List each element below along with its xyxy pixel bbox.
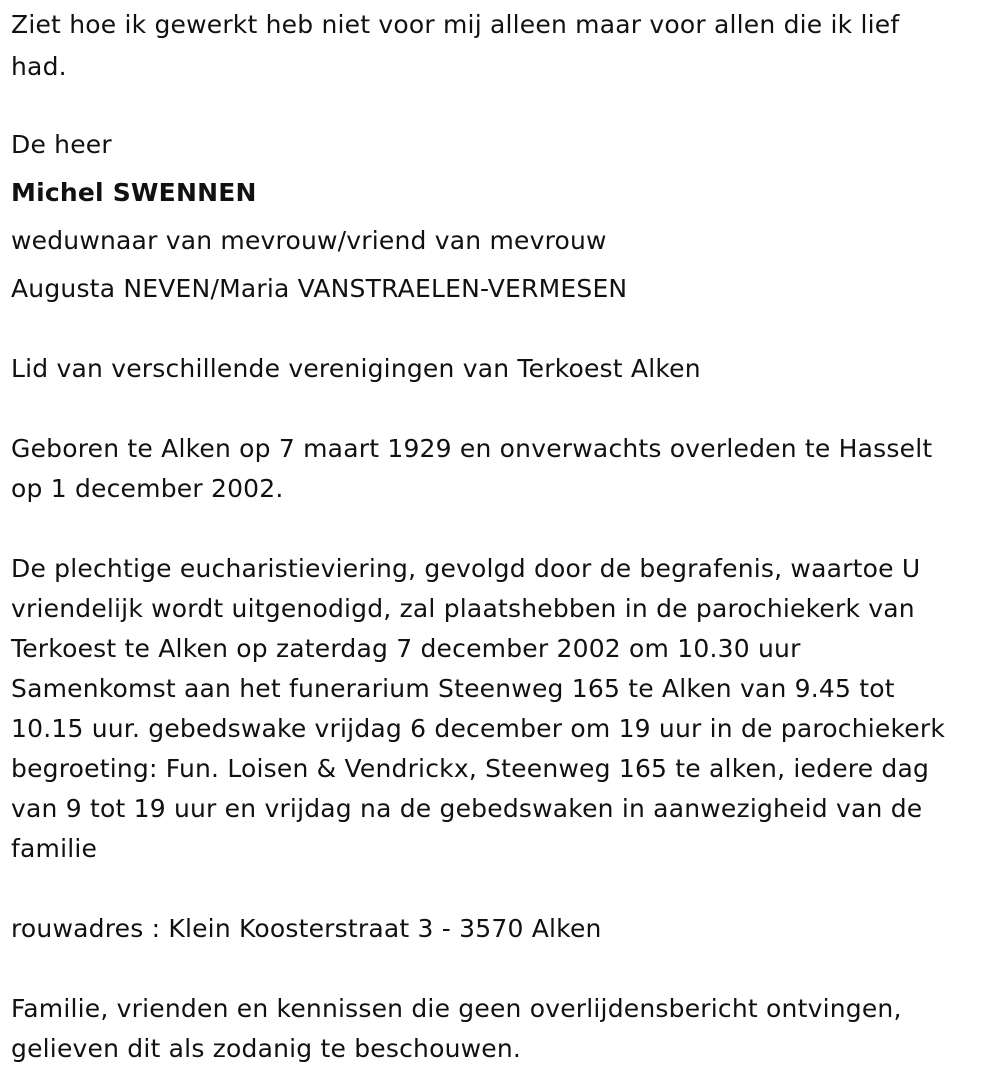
closing-line-2: gelieven dit als zodanig te beschouwen. [11, 1034, 522, 1063]
quote-line-2: had. [11, 52, 67, 81]
birth-death-line-2: op 1 december 2002. [11, 474, 284, 503]
ceremony-line-4: Samenkomst aan het funerarium Steenweg 165 te Alken van 9.45 tot [11, 674, 895, 703]
membership: Lid van verschillende verenigingen van Terkoest Alken [11, 354, 701, 383]
ceremony-line-8: familie [11, 834, 98, 863]
quote-line-1: Ziet hoe ik gewerkt heb niet voor mij alleen maar voor allen die ik lief [11, 10, 900, 39]
deceased-name: Michel SWENNEN [11, 178, 257, 207]
birth-death-line-1: Geboren te Alken op 7 maart 1929 en onverwachts overleden te Hasselt [11, 434, 933, 463]
mourning-address: rouwadres : Klein Koosterstraat 3 - 3570 Alken [11, 914, 602, 943]
closing-line-1: Familie, vrienden en kennissen die geen overlijdensbericht ontvingen, [11, 994, 902, 1023]
ceremony-line-2: vriendelijk wordt uitgenodigd, zal plaatshebben in de parochiekerk van [11, 594, 915, 623]
relation-line-2: Augusta NEVEN/Maria VANSTRAELEN-VERMESEN [11, 274, 628, 303]
salutation: De heer [11, 130, 112, 159]
ceremony-line-7: van 9 tot 19 uur en vrijdag na de gebedswaken in aanwezigheid van de [11, 794, 923, 823]
relation-line-1: weduwnaar van mevrouw/vriend van mevrouw [11, 226, 607, 255]
ceremony-line-6: begroeting: Fun. Loisen & Vendrickx, Steenweg 165 te alken, iedere dag [11, 754, 930, 783]
ceremony-line-1: De plechtige eucharistieviering, gevolgd door de begrafenis, waartoe U [11, 554, 921, 583]
ceremony-line-3: Terkoest te Alken op zaterdag 7 december 2002 om 10.30 uur [11, 634, 801, 663]
ceremony-line-5: 10.15 uur. gebedswake vrijdag 6 december om 19 uur in de parochiekerk [11, 714, 946, 743]
